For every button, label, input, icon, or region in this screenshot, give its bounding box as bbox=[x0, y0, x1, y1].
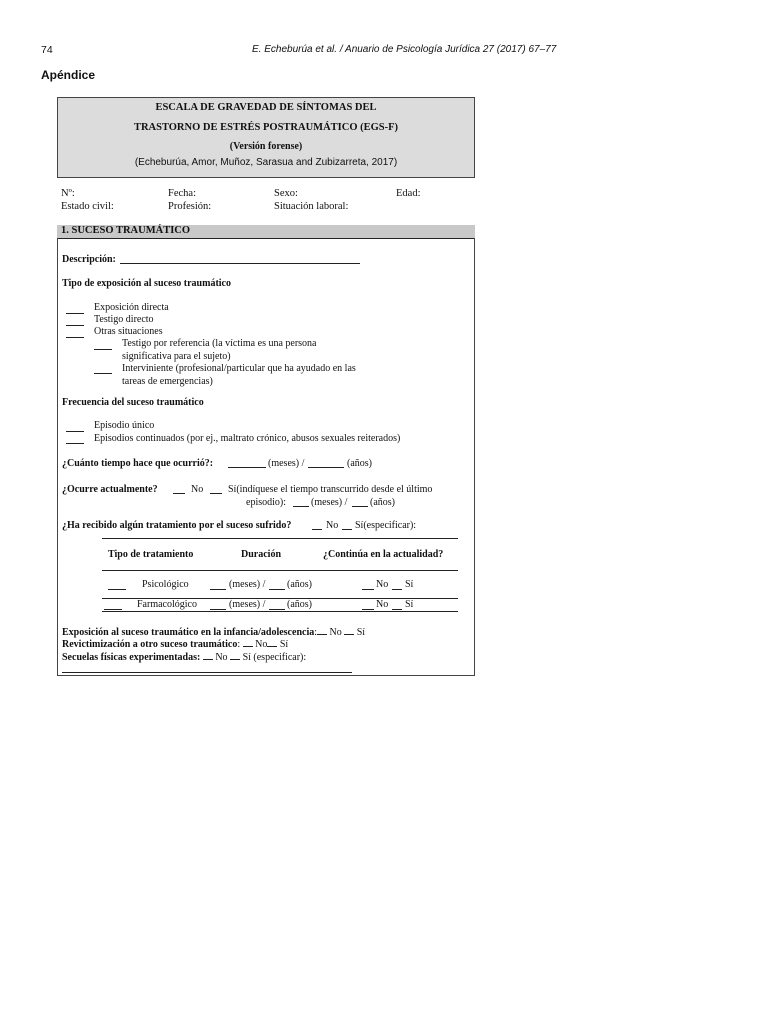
table-header-duracion: Duración bbox=[241, 549, 281, 560]
table-row-meses: (meses) / bbox=[229, 579, 266, 590]
option-testigo-directo: Testigo directo bbox=[94, 314, 154, 325]
appendix-heading: Apéndice bbox=[41, 68, 96, 82]
scale-title-line-2: TRASTORNO DE ESTRÉS POSTRAUMÁTICO (EGS-F) bbox=[133, 122, 399, 133]
table-header-rule bbox=[102, 570, 458, 571]
table-row-si: Sí bbox=[405, 599, 414, 610]
answer-blank[interactable] bbox=[267, 637, 277, 647]
anos-blank[interactable] bbox=[269, 589, 285, 590]
answer-blank[interactable] bbox=[243, 637, 253, 647]
answer-blank[interactable] bbox=[342, 529, 352, 530]
tratamiento-question: ¿Ha recibido algún tratamiento por el suceso sufrido? bbox=[62, 520, 292, 531]
ocurre-no: No bbox=[191, 484, 204, 495]
table-row-anos: (años) bbox=[287, 599, 312, 610]
scale-version: (Versión forense) bbox=[229, 141, 303, 152]
table-bottom-rule bbox=[102, 611, 458, 612]
secuelas-especificar: (especificar): bbox=[253, 652, 307, 663]
option-interviniente-l2: tareas de emergencias) bbox=[122, 376, 213, 387]
scale-authors: (Echeburúa, Amor, Muñoz, Sarasua and Zubizarreta, 2017) bbox=[134, 157, 398, 168]
section-heading: 1. SUCESO TRAUMÁTICO bbox=[61, 225, 191, 236]
ocurre-question: ¿Ocurre actualmente? bbox=[62, 484, 158, 495]
scale-title-box bbox=[57, 97, 475, 178]
meses-blank[interactable] bbox=[228, 467, 266, 468]
revictimizacion-si: Sí bbox=[279, 639, 289, 650]
table-row-no: No bbox=[376, 599, 389, 610]
answer-blank[interactable] bbox=[392, 609, 402, 610]
anos-blank[interactable] bbox=[269, 609, 285, 610]
secuelas-no: No bbox=[215, 652, 228, 663]
descripcion-label: Descripción: bbox=[62, 254, 116, 265]
field-edad: Edad: bbox=[396, 188, 421, 199]
answer-blank[interactable] bbox=[362, 609, 374, 610]
option-episodio-unico: Episodio único bbox=[94, 420, 155, 431]
tratamiento-no: No bbox=[326, 520, 339, 531]
answer-blank[interactable] bbox=[392, 589, 402, 590]
table-row-anos: (años) bbox=[287, 579, 312, 590]
answer-blank[interactable] bbox=[317, 625, 327, 635]
cuanto-anos-label: (años) bbox=[347, 458, 372, 469]
colon-text: : bbox=[314, 627, 317, 638]
table-header-tipo: Tipo de tratamiento bbox=[108, 549, 194, 560]
checkbox-blank[interactable] bbox=[66, 337, 84, 338]
revictimizacion-item bbox=[62, 637, 288, 650]
ocurre-episodio-label: episodio): bbox=[246, 497, 286, 508]
option-interviniente-l1: Interviniente (profesional/particular que ha ayudado en las bbox=[122, 363, 356, 374]
ocurre-meses-label: (meses) / bbox=[311, 497, 348, 508]
frecuencia-heading: Frecuencia del suceso traumático bbox=[62, 397, 204, 408]
table-top-rule bbox=[102, 538, 458, 539]
option-exposicion-directa: Exposición directa bbox=[94, 302, 169, 313]
tratamiento-si: Sí(especificar): bbox=[355, 520, 417, 531]
answer-blank[interactable] bbox=[230, 650, 240, 660]
secuelas-blank[interactable] bbox=[62, 672, 352, 673]
cuanto-tiempo-question: ¿Cuánto tiempo hace que ocurrió?: bbox=[62, 458, 214, 469]
anos-blank[interactable] bbox=[308, 467, 344, 468]
page-number: 74 bbox=[41, 44, 53, 56]
anos-blank[interactable] bbox=[352, 506, 368, 507]
revictimizacion-label: Revictimización a otro suceso traumático bbox=[62, 639, 238, 650]
field-estado-civil: Estado civil: bbox=[61, 201, 114, 212]
infancia-si: Sí bbox=[356, 627, 366, 638]
answer-blank[interactable] bbox=[210, 493, 222, 494]
option-testigo-referencia-l1: Testigo por referencia (la víctima es una persona bbox=[122, 338, 317, 349]
option-testigo-referencia-l2: significativa para el sujeto) bbox=[122, 351, 231, 362]
field-num: Nº: bbox=[61, 188, 75, 199]
table-header-continua: ¿Continúa en la actualidad? bbox=[323, 549, 444, 560]
table-row-no: No bbox=[376, 579, 389, 590]
checkbox-blank[interactable] bbox=[66, 325, 84, 326]
table-row-meses: (meses) / bbox=[229, 599, 266, 610]
table-row-si: Sí bbox=[405, 579, 414, 590]
meses-blank[interactable] bbox=[210, 589, 226, 590]
meses-blank[interactable] bbox=[293, 506, 309, 507]
cuanto-meses-label: (meses) / bbox=[268, 458, 305, 469]
secuelas-label: Secuelas físicas experimentadas: bbox=[62, 652, 201, 663]
secuelas-si: Sí bbox=[242, 652, 251, 663]
checkbox-blank[interactable] bbox=[66, 313, 84, 314]
field-fecha: Fecha: bbox=[168, 188, 196, 199]
checkbox-blank[interactable] bbox=[66, 431, 84, 432]
table-row-tipo: Psicológico bbox=[142, 579, 189, 590]
field-situacion-laboral: Situación laboral: bbox=[274, 201, 349, 212]
answer-blank[interactable] bbox=[203, 650, 213, 660]
scale-title-line-1: ESCALA DE GRAVEDAD DE SÍNTOMAS DEL bbox=[155, 102, 377, 113]
ocurre-anos-label: (años) bbox=[370, 497, 395, 508]
option-episodios-continuados: Episodios continuados (por ej., maltrato crónico, abusos sexuales reiterados) bbox=[94, 433, 401, 444]
table-row-tipo: Farmacológico bbox=[137, 599, 197, 610]
checkbox-blank[interactable] bbox=[66, 443, 84, 444]
answer-blank[interactable] bbox=[362, 589, 374, 590]
checkbox-blank[interactable] bbox=[94, 349, 112, 350]
colon-text: : bbox=[237, 639, 241, 650]
descripcion-blank[interactable] bbox=[120, 263, 360, 264]
field-profesion: Profesión: bbox=[168, 201, 212, 212]
option-otras-situaciones: Otras situaciones bbox=[94, 326, 163, 337]
section-heading-bar bbox=[57, 225, 475, 239]
secuelas-item bbox=[62, 650, 306, 663]
checkbox-blank[interactable] bbox=[104, 609, 122, 610]
revictimizacion-no: No bbox=[255, 639, 268, 650]
infancia-label: Exposición al suceso traumático en la infancia/adolescencia bbox=[62, 627, 315, 638]
answer-blank[interactable] bbox=[173, 493, 185, 494]
answer-blank[interactable] bbox=[344, 625, 354, 635]
running-header: E. Echeburúa et al. / Anuario de Psicología Jurídica 27 (2017) 67–77 bbox=[252, 44, 557, 55]
checkbox-blank[interactable] bbox=[108, 589, 126, 590]
ocurre-si: Sí(indíquese el tiempo transcurrido desde el último bbox=[228, 484, 433, 495]
meses-blank[interactable] bbox=[210, 609, 226, 610]
infancia-no: No bbox=[329, 627, 342, 638]
answer-blank[interactable] bbox=[312, 529, 322, 530]
field-sexo: Sexo: bbox=[274, 188, 298, 199]
checkbox-blank[interactable] bbox=[94, 373, 112, 374]
tipo-exposicion-heading: Tipo de exposición al suceso traumático bbox=[62, 278, 231, 289]
